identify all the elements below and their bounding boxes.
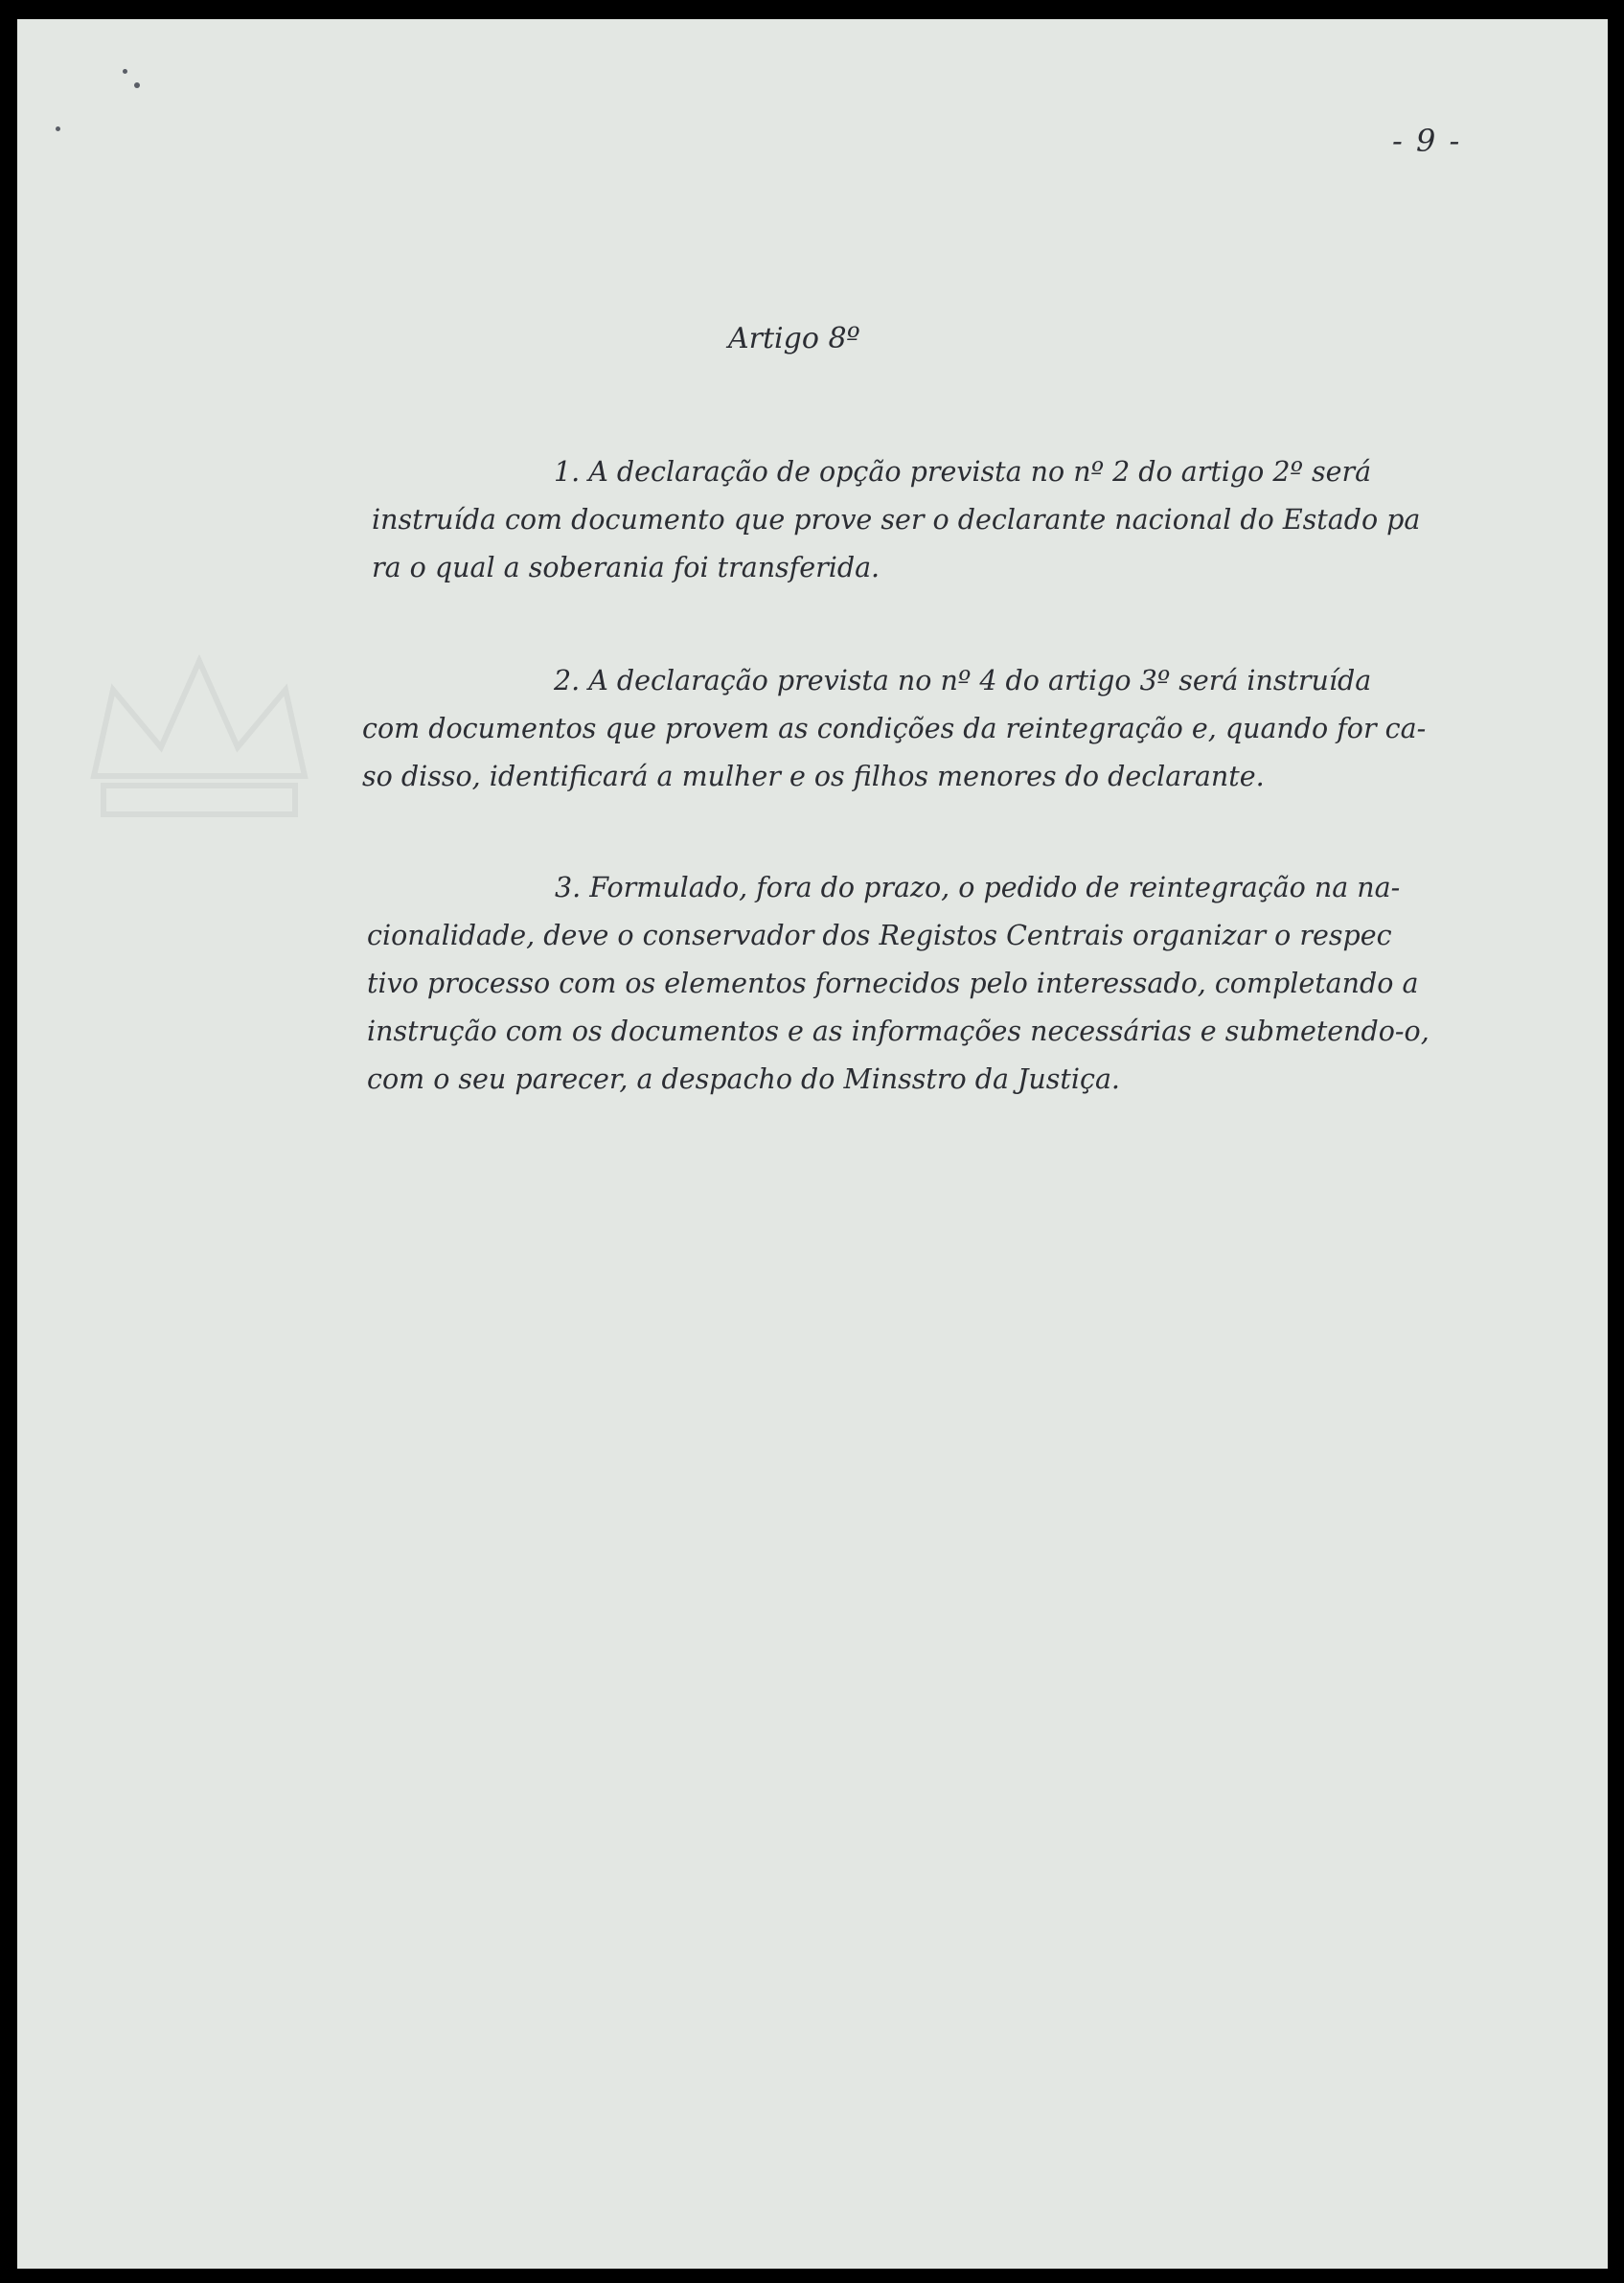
article-heading: Artigo 8º bbox=[728, 322, 860, 355]
paragraph-1 bbox=[372, 448, 1420, 592]
page-number: - 9 - bbox=[1392, 123, 1462, 159]
scan-speck bbox=[56, 126, 60, 131]
paragraph-line: ra o qual a soberania foi transferida. bbox=[372, 552, 881, 583]
scan-speck bbox=[123, 69, 127, 74]
paragraph-line: com o seu parecer, a despacho do Minsstro da Justiça. bbox=[367, 1063, 1120, 1095]
paragraph-line: cionalidade, deve o conservador dos Registos Centrais organizar o respec bbox=[367, 920, 1392, 951]
paragraph-line: so disso, identificará a mulher e os filhos menores do declarante. bbox=[362, 761, 1265, 792]
paragraph-3 bbox=[367, 864, 1430, 1104]
paragraph-2 bbox=[362, 657, 1426, 801]
paragraph-line: 1. A declaração de opção prevista no nº 2 do artigo 2º será bbox=[554, 456, 1372, 488]
scan-speck bbox=[134, 82, 140, 88]
paragraph-line: 2. A declaração prevista no nº 4 do artigo 3º será instruída bbox=[554, 665, 1372, 696]
paragraph-line: instruída com documento que prove ser o declarante nacional do Estado pa bbox=[372, 504, 1421, 536]
crown-watermark bbox=[75, 632, 324, 843]
paragraph-line: instrução com os documentos e as informações necessárias e submetendo-o, bbox=[367, 1016, 1430, 1047]
document-page bbox=[17, 19, 1608, 2269]
paragraph-line: com documentos que provem as condições da reintegração e, quando for ca- bbox=[362, 713, 1427, 744]
paragraph-line: tivo processo com os elementos fornecidos pelo interessado, completando a bbox=[367, 968, 1419, 999]
paragraph-line: 3. Formulado, fora do prazo, o pedido de reintegração na na- bbox=[555, 872, 1401, 903]
